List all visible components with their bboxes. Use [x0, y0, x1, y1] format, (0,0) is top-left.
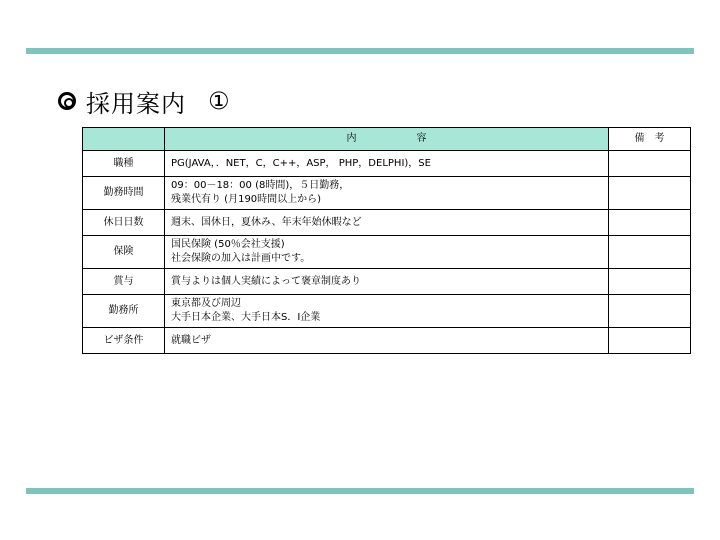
header-label-cell: [83, 128, 165, 151]
row-label: 勤務時間: [83, 177, 165, 210]
row-label: 賞与: [83, 269, 165, 295]
row-note: [609, 295, 691, 328]
table-row: [83, 269, 691, 295]
table-header-row: [83, 128, 691, 151]
row-content-line: 週末、国休日，夏休み、年末年始休暇など: [171, 216, 362, 228]
top-divider: [26, 48, 694, 54]
header-content-cell: [165, 128, 609, 151]
row-note: [609, 177, 691, 210]
page-title-text: 採用案内: [86, 89, 186, 118]
table-row: [83, 177, 691, 210]
row-label: 休日日数: [83, 210, 165, 236]
row-note: [609, 328, 691, 354]
row-content-line: 09：00－18：00 (8時間)，５日勤務，: [171, 180, 350, 191]
table-row: [83, 210, 691, 236]
row-label: 勤務所: [83, 295, 165, 328]
table-row: [83, 295, 691, 328]
row-content: [165, 236, 609, 269]
table-row: [83, 236, 691, 269]
row-label: 職種: [83, 151, 165, 177]
row-content: [165, 269, 609, 295]
header-content-left: 内: [346, 133, 357, 144]
row-note: [609, 151, 691, 177]
row-content-line: 賞与よりは個人実績によって褒章制度あり: [171, 275, 361, 287]
table-row: [83, 151, 691, 177]
row-content: [165, 210, 609, 236]
row-content: [165, 328, 609, 354]
row-content: [165, 177, 609, 210]
row-note: [609, 269, 691, 295]
row-content-line: 東京都及び周辺: [171, 298, 241, 309]
header-note-cell: 備 考: [609, 128, 691, 151]
double-circle-icon: [58, 92, 76, 110]
row-note: [609, 236, 691, 269]
row-content-line: 残業代有り (月190時間以上から): [171, 194, 322, 205]
row-content: [165, 151, 609, 177]
table-row: [83, 328, 691, 354]
row-content-line: 就職ビザ: [171, 334, 211, 346]
row-content-line: 大手日本企業、大手日本S．I企業: [171, 312, 321, 323]
row-content-line: 社会保険の加入は計画中です。: [171, 253, 311, 264]
row-content-line: PG(JAVA，．NET，C，C++，ASP， PHP，DELPHI)，SE: [171, 157, 431, 169]
row-note: [609, 210, 691, 236]
page-title: [58, 84, 231, 118]
row-content-line: 国民保険 (50％会社支援): [171, 239, 285, 250]
page-number-badge: ①: [208, 87, 231, 115]
row-content: [165, 295, 609, 328]
row-label: 保険: [83, 236, 165, 269]
bottom-divider: [26, 488, 694, 494]
recruitment-table: [82, 127, 691, 354]
header-content-right: 容: [416, 133, 427, 144]
row-label: ビザ条件: [83, 328, 165, 354]
